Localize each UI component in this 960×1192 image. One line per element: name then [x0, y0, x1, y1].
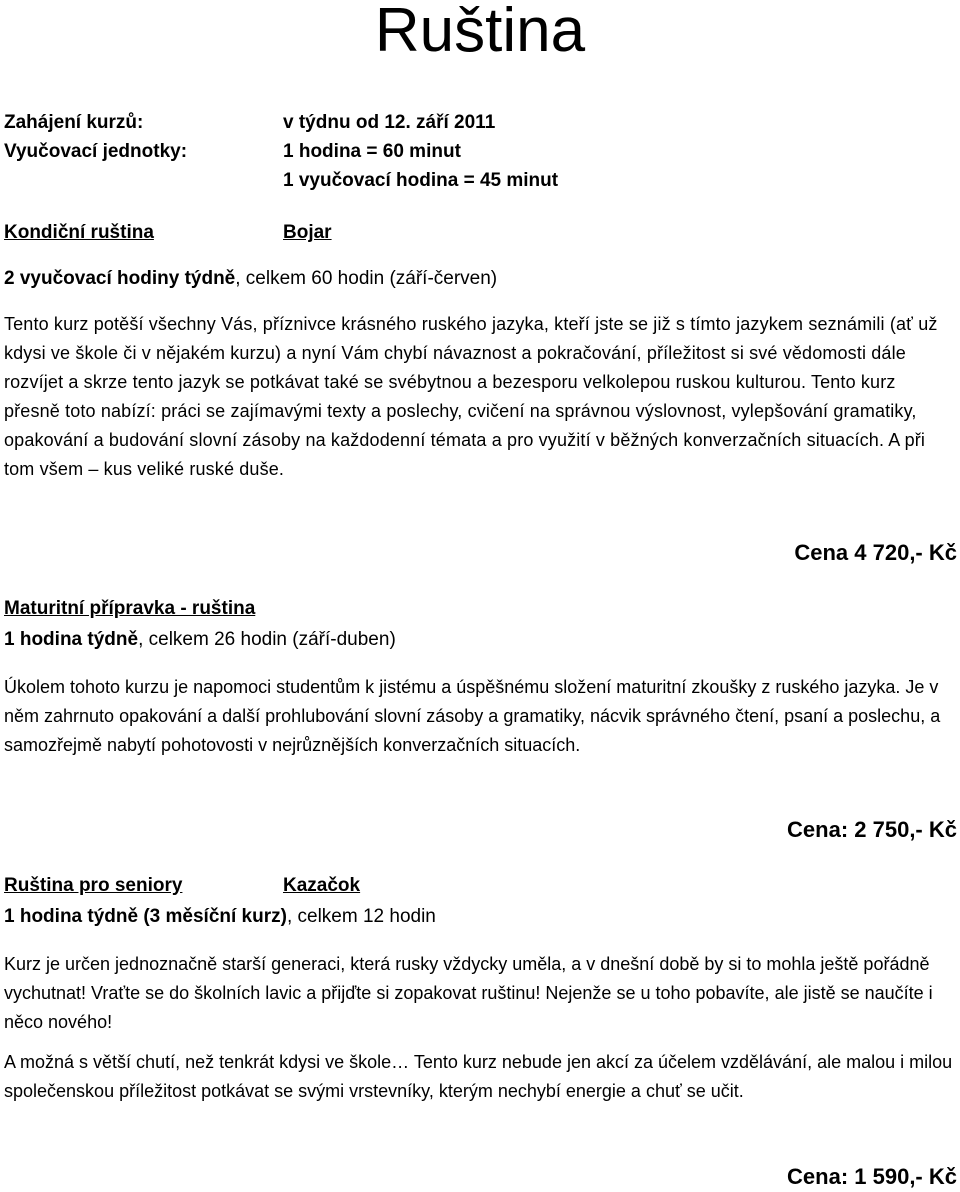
course-schedule-bold: 1 hodina týdně (3 měsíční kurz)	[4, 906, 287, 927]
course-description: Tento kurz potěší všechny Vás, příznivce krásného ruského jazyka, kteří jste se již s tímto jazykem seznámili (ať už kdysi ve škole či v nějakém kurzu) a nyní Vám chybí návaznost a pokračování, příležitost si své vědomosti dále rozvíjet a skrze tento jazyk se potkávat také se svébytnou a bezesporu velkolepou ruskou kulturou. Tento kurz přesně toto nabízí: práci se zajímavými texty a poslechy, cvičení na správnou výslovnost, vylepšování gramatiky, opakování a budování slovní zásoby na každodenní témata a pro využití v běžných konverzačních situacích. A při tom všem – kus veliké ruské duše.	[4, 314, 938, 479]
course-schedule-bold: 2 vyučovací hodiny týdně	[4, 268, 236, 289]
course-start-value: v týdnu od 12. září 2011	[283, 112, 496, 133]
course-name: Ruština pro seniory	[4, 875, 183, 896]
course-schedule	[4, 627, 396, 653]
course-teacher: Kazačok	[283, 875, 361, 896]
course-schedule-rest: , celkem 60 hodin (září-červen)	[235, 268, 498, 289]
course-description: Kurz je určen jednoznačně starší generaci, která rusky vždycky uměla, a v dnešní době by si to mohla ještě pořádně vychutnat! Vraťte se do školních lavic a přijďte si zopakovat ruštinu! Nejenže se u toho pobavíte, ale jistě se naučíte i něco nového!	[4, 954, 933, 1032]
course-start-label: Zahájení kurzů:	[4, 112, 144, 133]
teaching-units-label: Vyučovací jednotky:	[4, 141, 188, 162]
course-price: Cena: 2 750,- Kč	[787, 817, 957, 842]
course-description: Úkolem tohoto kurzu je napomoci studentům k jistému a úspěšnému složení maturitní zkoušky z ruského jazyka. Je v něm zahrnuto opakování a další prohlubování slovní zásoby a gramatiky, nácvik správného čtení, psaní a poslechu, a samozřejmě nabytí pohotovosti v nejrůznějších konverzačních situacích.	[4, 677, 941, 755]
course-description-continued: A možná s větší chutí, než tenkrát kdysi ve škole… Tento kurz nebude jen akcí za účelem vzdělávání, ale malou i milou společenskou příležitost potkávat se svými vrstevníky, kterým nechybí energie a chuť se učit.	[4, 1052, 953, 1101]
course-name: Kondiční ruština	[4, 222, 154, 243]
course-schedule-rest: , celkem 12 hodin	[286, 906, 436, 927]
course-price: Cena: 1 590,- Kč	[787, 1164, 957, 1189]
course-schedule	[4, 266, 497, 292]
teaching-units-value-2: 1 vyučovací hodina = 45 minut	[283, 170, 559, 191]
course-name: Maturitní přípravka - ruština	[4, 598, 256, 619]
course-teacher: Bojar	[283, 222, 332, 243]
course-schedule	[4, 904, 436, 930]
course-schedule-rest: , celkem 26 hodin (září-duben)	[138, 629, 396, 650]
teaching-units-value-1: 1 hodina = 60 minut	[283, 141, 461, 162]
course-price: Cena 4 720,- Kč	[794, 540, 957, 565]
page-title: Ruština	[374, 0, 586, 65]
course-schedule-bold: 1 hodina týdně	[4, 629, 139, 650]
